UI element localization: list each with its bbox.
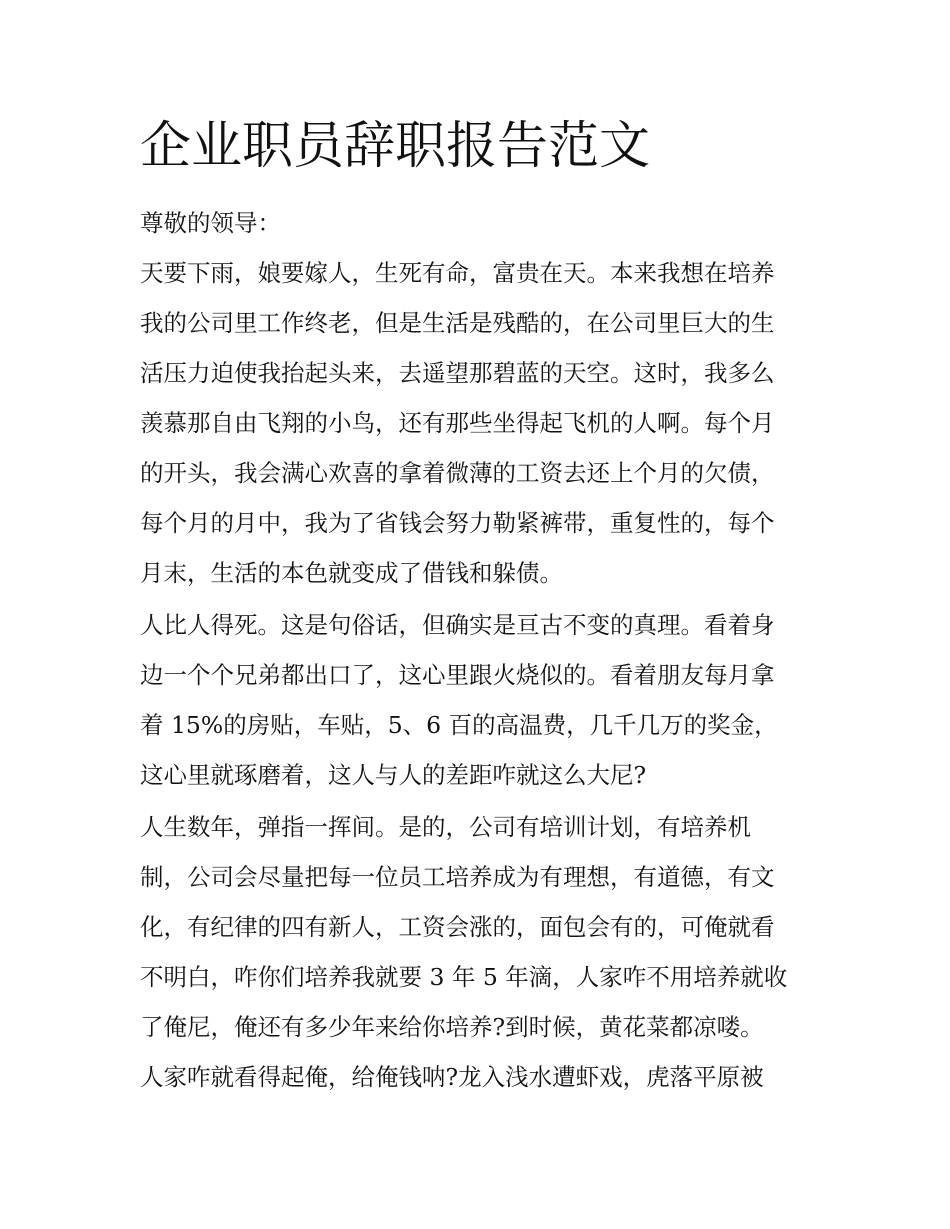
body-line: 制，公司会尽量把每一位员工培养成为有理想，有道德，有文 <box>140 863 775 891</box>
body-line: 人家咋就看得起俺，给俺钱呐?龙入浅水遭虾戏，虎落平原被 <box>140 1063 764 1091</box>
body-line: 人生数年，弹指一挥间。是的，公司有培训计划，有培养机 <box>140 813 751 841</box>
body-line: 着 15%的房贴，车贴，5、6 百的高温费，几千几万的奖金， <box>140 711 778 739</box>
salutation-line: 尊敬的领导： <box>140 209 281 237</box>
body-line: 边一个个兄弟都出口了，这心里跟火烧似的。看着朋友每月拿 <box>140 661 775 689</box>
body-line: 月末，生活的本色就变成了借钱和躲债。 <box>140 559 563 587</box>
body-line: 每个月的月中，我为了省钱会努力勒紧裤带，重复性的，每个 <box>140 509 775 537</box>
body-line: 的开头，我会满心欢喜的拿着微薄的工资去还上个月的欠债， <box>140 459 775 487</box>
body-line: 了俺尼，俺还有多少年来给你培养?到时候，黄花菜都凉喽。 <box>140 1013 764 1041</box>
body-line: 天要下雨，娘要嫁人，生死有命，富贵在天。本来我想在培养 <box>140 259 775 287</box>
body-line: 人比人得死。这是句俗话，但确实是亘古不变的真理。看着身 <box>140 611 775 639</box>
body-line: 不明白，咋你们培养我就要 3 年 5 年滴，人家咋不用培养就收 <box>140 963 788 991</box>
body-line: 我的公司里工作终老，但是生活是残酷的，在公司里巨大的生 <box>140 309 775 337</box>
body-line: 羡慕那自由飞翔的小鸟，还有那些坐得起飞机的人啊。每个月 <box>140 409 775 437</box>
body-line: 化，有纪律的四有新人，工资会涨的，面包会有的，可俺就看 <box>140 913 775 941</box>
body-line: 这心里就琢磨着，这人与人的差距咋就这么大尼? <box>140 761 647 789</box>
body-line: 活压力迫使我抬起头来，去遥望那碧蓝的天空。这时，我多么 <box>140 359 775 387</box>
document-title: 企业职员辞职报告范文 <box>140 117 651 176</box>
